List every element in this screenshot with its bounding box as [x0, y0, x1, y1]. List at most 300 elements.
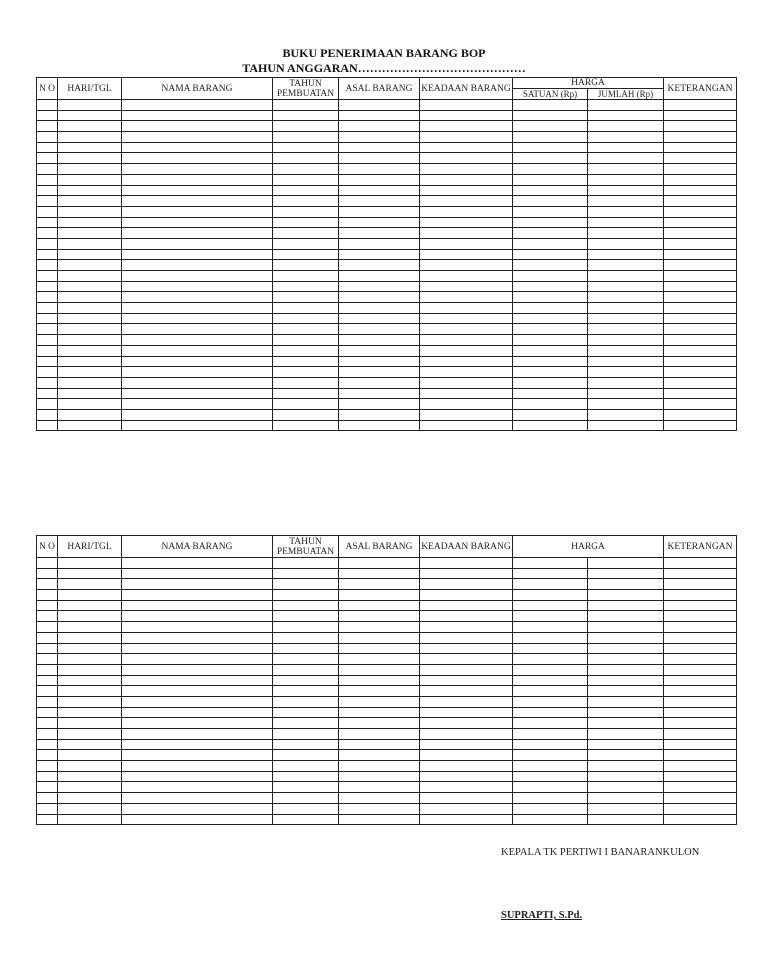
table-cell: [339, 185, 420, 196]
table-cell: [339, 196, 420, 207]
table-cell: [513, 132, 588, 143]
table-row: [37, 110, 737, 121]
table-cell: [513, 121, 588, 132]
table-row: [37, 132, 737, 143]
table-row: [37, 217, 737, 228]
receipt-table-1: [36, 77, 737, 431]
table-cell: [513, 110, 588, 121]
table-cell: [122, 643, 273, 654]
table-cell: [37, 664, 58, 675]
table-cell: [420, 100, 513, 111]
table-cell: [273, 335, 339, 346]
table-cell: [339, 238, 420, 249]
table-cell: [37, 303, 58, 314]
header-nama-barang: NAMA BARANG: [122, 536, 273, 558]
table-cell: [588, 761, 664, 772]
table-cell: [664, 313, 737, 324]
table-cell: [273, 643, 339, 654]
signatory-name: SUPRAPTI, S.Pd.: [501, 910, 583, 921]
table-cell: [122, 174, 273, 185]
header-hari-tgl: HARI/TGL: [58, 78, 122, 100]
table-cell: [122, 729, 273, 740]
header-keterangan: KETERANGAN: [664, 78, 737, 100]
table-cell: [122, 814, 273, 825]
table-cell: [339, 345, 420, 356]
table-row: [37, 335, 737, 346]
table-cell: [37, 238, 58, 249]
table-row: [37, 292, 737, 303]
table-cell: [513, 185, 588, 196]
table-cell: [122, 558, 273, 569]
table-cell: [122, 238, 273, 249]
table-cell: [664, 793, 737, 804]
table-cell: [339, 399, 420, 410]
table-row: [37, 675, 737, 686]
table-cell: [588, 399, 664, 410]
table-cell: [588, 643, 664, 654]
table-cell: [588, 739, 664, 750]
table-cell: [58, 345, 122, 356]
table-cell: [339, 121, 420, 132]
table-row: [37, 707, 737, 718]
table-cell: [58, 803, 122, 814]
table-cell: [588, 238, 664, 249]
table-cell: [339, 324, 420, 335]
table-cell: [513, 611, 588, 622]
table-cell: [273, 590, 339, 601]
table-cell: [588, 271, 664, 282]
table-cell: [122, 217, 273, 228]
table-cell: [339, 611, 420, 622]
table-cell: [58, 249, 122, 260]
table-cell: [420, 782, 513, 793]
table-cell: [339, 622, 420, 633]
table-cell: [420, 324, 513, 335]
table-cell: [58, 185, 122, 196]
table-cell: [664, 196, 737, 207]
table-cell: [420, 664, 513, 675]
table-cell: [122, 132, 273, 143]
table-cell: [513, 249, 588, 260]
table-cell: [37, 579, 58, 590]
table-cell: [273, 100, 339, 111]
table-cell: [37, 707, 58, 718]
header-asal-barang: ASAL BARANG: [339, 78, 420, 100]
table-cell: [513, 664, 588, 675]
table-cell: [58, 174, 122, 185]
table-cell: [122, 281, 273, 292]
table-cell: [420, 345, 513, 356]
table-cell: [273, 675, 339, 686]
header-nama-barang: NAMA BARANG: [122, 78, 273, 100]
table-cell: [513, 793, 588, 804]
table-cell: [122, 675, 273, 686]
table-cell: [588, 153, 664, 164]
table-cell: [513, 174, 588, 185]
header-harga: HARGA: [513, 78, 664, 89]
table-cell: [513, 356, 588, 367]
table-cell: [122, 121, 273, 132]
table-row: [37, 174, 737, 185]
table-cell: [273, 622, 339, 633]
table-cell: [339, 696, 420, 707]
table-cell: [513, 228, 588, 239]
table-cell: [58, 164, 122, 175]
table-cell: [420, 622, 513, 633]
table-cell: [58, 142, 122, 153]
table-cell: [339, 164, 420, 175]
table-cell: [513, 600, 588, 611]
table-cell: [588, 420, 664, 431]
table-cell: [273, 729, 339, 740]
table-cell: [664, 121, 737, 132]
table-cell: [339, 228, 420, 239]
table-cell: [339, 271, 420, 282]
table-cell: [588, 686, 664, 697]
table-cell: [37, 793, 58, 804]
table-cell: [664, 579, 737, 590]
table-cell: [588, 388, 664, 399]
header-satuan: SATUAN (Rp): [513, 89, 588, 100]
table-row: [37, 632, 737, 643]
table-cell: [37, 420, 58, 431]
table-cell: [664, 110, 737, 121]
table-cell: [37, 100, 58, 111]
table-cell: [588, 632, 664, 643]
table-cell: [273, 153, 339, 164]
header-keadaan-barang: KEADAAN BARANG: [420, 78, 513, 100]
table-row: [37, 313, 737, 324]
header-tahun-pembuatan: TAHUN PEMBUATAN: [273, 536, 339, 558]
table-cell: [122, 377, 273, 388]
table-cell: [513, 164, 588, 175]
table-cell: [339, 303, 420, 314]
table-cell: [122, 590, 273, 601]
table-cell: [420, 579, 513, 590]
table-cell: [37, 217, 58, 228]
table-cell: [588, 558, 664, 569]
table-cell: [664, 356, 737, 367]
table-cell: [122, 686, 273, 697]
table-cell: [122, 249, 273, 260]
table-cell: [37, 228, 58, 239]
table-cell: [122, 600, 273, 611]
table-cell: [420, 185, 513, 196]
table-cell: [58, 303, 122, 314]
table-cell: [588, 217, 664, 228]
table-cell: [273, 664, 339, 675]
table-row: [37, 260, 737, 271]
table-cell: [664, 664, 737, 675]
table-cell: [513, 750, 588, 761]
table-cell: [420, 164, 513, 175]
table-cell: [664, 696, 737, 707]
table-cell: [588, 324, 664, 335]
table-cell: [664, 100, 737, 111]
table-cell: [58, 271, 122, 282]
table-cell: [273, 632, 339, 643]
table-cell: [37, 686, 58, 697]
table-cell: [420, 228, 513, 239]
table-cell: [664, 654, 737, 665]
table-cell: [273, 782, 339, 793]
table-cell: [37, 632, 58, 643]
table-cell: [420, 654, 513, 665]
table-cell: [37, 388, 58, 399]
table-cell: [273, 420, 339, 431]
table-cell: [513, 632, 588, 643]
table-cell: [37, 249, 58, 260]
table-cell: [273, 399, 339, 410]
table-cell: [664, 622, 737, 633]
table-cell: [58, 675, 122, 686]
table-cell: [664, 335, 737, 346]
table-cell: [58, 750, 122, 761]
header-no: N O: [37, 78, 58, 100]
table-row: [37, 271, 737, 282]
table-cell: [420, 399, 513, 410]
table-cell: [37, 803, 58, 814]
table-cell: [339, 771, 420, 782]
table-cell: [273, 718, 339, 729]
table-cell: [420, 281, 513, 292]
table-cell: [588, 782, 664, 793]
table-cell: [339, 782, 420, 793]
table-cell: [37, 260, 58, 271]
table-cell: [339, 132, 420, 143]
table-cell: [122, 228, 273, 239]
table-cell: [420, 600, 513, 611]
table-cell: [37, 313, 58, 324]
table-cell: [339, 707, 420, 718]
table-cell: [664, 271, 737, 282]
table-cell: [664, 238, 737, 249]
fiscal-year-label: TAHUN ANGGARAN……………………………………: [242, 61, 526, 75]
header-no: N O: [37, 536, 58, 558]
table-cell: [37, 345, 58, 356]
table-cell: [339, 367, 420, 378]
receipt-table-2: [36, 535, 737, 825]
table-cell: [273, 228, 339, 239]
table-cell: [588, 377, 664, 388]
table-cell: [588, 814, 664, 825]
table-cell: [420, 707, 513, 718]
table-row: [37, 686, 737, 697]
table-cell: [58, 761, 122, 772]
table-cell: [37, 324, 58, 335]
table-cell: [420, 803, 513, 814]
table-1-body: [37, 100, 737, 431]
table-cell: [420, 206, 513, 217]
table-cell: [588, 579, 664, 590]
table-cell: [664, 771, 737, 782]
table-cell: [122, 335, 273, 346]
table-cell: [588, 367, 664, 378]
table-cell: [273, 793, 339, 804]
table-row: [37, 782, 737, 793]
table-cell: [588, 611, 664, 622]
table-cell: [273, 142, 339, 153]
table-cell: [513, 238, 588, 249]
table-row: [37, 324, 737, 335]
table-cell: [664, 782, 737, 793]
table-cell: [420, 174, 513, 185]
table-cell: [37, 206, 58, 217]
table-cell: [339, 260, 420, 271]
table-cell: [122, 367, 273, 378]
table-cell: [664, 367, 737, 378]
table-cell: [664, 600, 737, 611]
table-cell: [588, 303, 664, 314]
table-cell: [37, 292, 58, 303]
table-cell: [420, 409, 513, 420]
table-cell: [420, 110, 513, 121]
table-cell: [513, 196, 588, 207]
table-cell: [122, 739, 273, 750]
table-cell: [122, 707, 273, 718]
table-cell: [420, 142, 513, 153]
table-cell: [513, 271, 588, 282]
table-cell: [339, 110, 420, 121]
table-cell: [420, 377, 513, 388]
table-cell: [420, 367, 513, 378]
table-cell: [588, 142, 664, 153]
table-cell: [420, 793, 513, 804]
table-cell: [339, 686, 420, 697]
table-cell: [339, 761, 420, 772]
table-cell: [588, 313, 664, 324]
table-cell: [588, 356, 664, 367]
table-cell: [58, 110, 122, 121]
table-cell: [37, 782, 58, 793]
table-2-body: [37, 558, 737, 825]
table-cell: [37, 600, 58, 611]
table-cell: [122, 611, 273, 622]
table-row: [37, 164, 737, 175]
table-cell: [664, 206, 737, 217]
table-cell: [58, 238, 122, 249]
table-row: [37, 420, 737, 431]
table-cell: [273, 174, 339, 185]
table-cell: [513, 803, 588, 814]
table-cell: [588, 568, 664, 579]
table-row: [37, 611, 737, 622]
table-cell: [513, 729, 588, 740]
table-cell: [588, 729, 664, 740]
table-row: [37, 281, 737, 292]
table-cell: [273, 185, 339, 196]
table-cell: [122, 803, 273, 814]
header-keadaan-barang: KEADAAN BARANG: [420, 536, 513, 558]
table-cell: [273, 249, 339, 260]
table-cell: [664, 303, 737, 314]
table-cell: [420, 675, 513, 686]
table-cell: [513, 409, 588, 420]
table-cell: [420, 420, 513, 431]
table-cell: [58, 206, 122, 217]
table-cell: [273, 367, 339, 378]
table-cell: [420, 739, 513, 750]
table-row: [37, 409, 737, 420]
table-cell: [58, 729, 122, 740]
table-cell: [513, 303, 588, 314]
table-cell: [513, 579, 588, 590]
table-cell: [664, 643, 737, 654]
table-cell: [664, 377, 737, 388]
table-cell: [588, 281, 664, 292]
table-cell: [513, 260, 588, 271]
table-cell: [339, 600, 420, 611]
table-cell: [339, 217, 420, 228]
table-cell: [588, 292, 664, 303]
table-cell: [420, 313, 513, 324]
table-cell: [58, 568, 122, 579]
document-title: BUKU PENERIMAAN BARANG BOP: [282, 46, 486, 60]
table-cell: [513, 345, 588, 356]
table-row: [37, 228, 737, 239]
table-cell: [420, 632, 513, 643]
table-cell: [339, 174, 420, 185]
table-cell: [588, 600, 664, 611]
table-cell: [273, 579, 339, 590]
table-cell: [420, 388, 513, 399]
table-cell: [513, 643, 588, 654]
table-row: [37, 771, 737, 782]
table-cell: [37, 409, 58, 420]
table-cell: [122, 718, 273, 729]
table-cell: [588, 707, 664, 718]
table-cell: [513, 399, 588, 410]
header-asal-barang: ASAL BARANG: [339, 536, 420, 558]
table-cell: [37, 271, 58, 282]
table-cell: [420, 196, 513, 207]
table-cell: [37, 729, 58, 740]
table-cell: [339, 281, 420, 292]
table-cell: [58, 696, 122, 707]
table-cell: [37, 196, 58, 207]
table-cell: [58, 388, 122, 399]
table-cell: [37, 121, 58, 132]
table-cell: [122, 793, 273, 804]
table-cell: [664, 153, 737, 164]
table-cell: [273, 260, 339, 271]
table-row: [37, 153, 737, 164]
table-cell: [588, 249, 664, 260]
table-cell: [58, 313, 122, 324]
table-cell: [273, 803, 339, 814]
table-cell: [37, 622, 58, 633]
table-row: [37, 814, 737, 825]
table-cell: [664, 345, 737, 356]
table-row: [37, 196, 737, 207]
table-cell: [588, 260, 664, 271]
table-cell: [420, 558, 513, 569]
table-cell: [122, 388, 273, 399]
table-cell: [664, 324, 737, 335]
table-row: [37, 185, 737, 196]
table-cell: [513, 388, 588, 399]
table-cell: [58, 217, 122, 228]
table-cell: [339, 729, 420, 740]
table-cell: [122, 185, 273, 196]
table-cell: [273, 654, 339, 665]
table-cell: [273, 345, 339, 356]
table-cell: [420, 121, 513, 132]
table-cell: [58, 654, 122, 665]
table-cell: [339, 568, 420, 579]
table-cell: [513, 558, 588, 569]
table-cell: [122, 622, 273, 633]
